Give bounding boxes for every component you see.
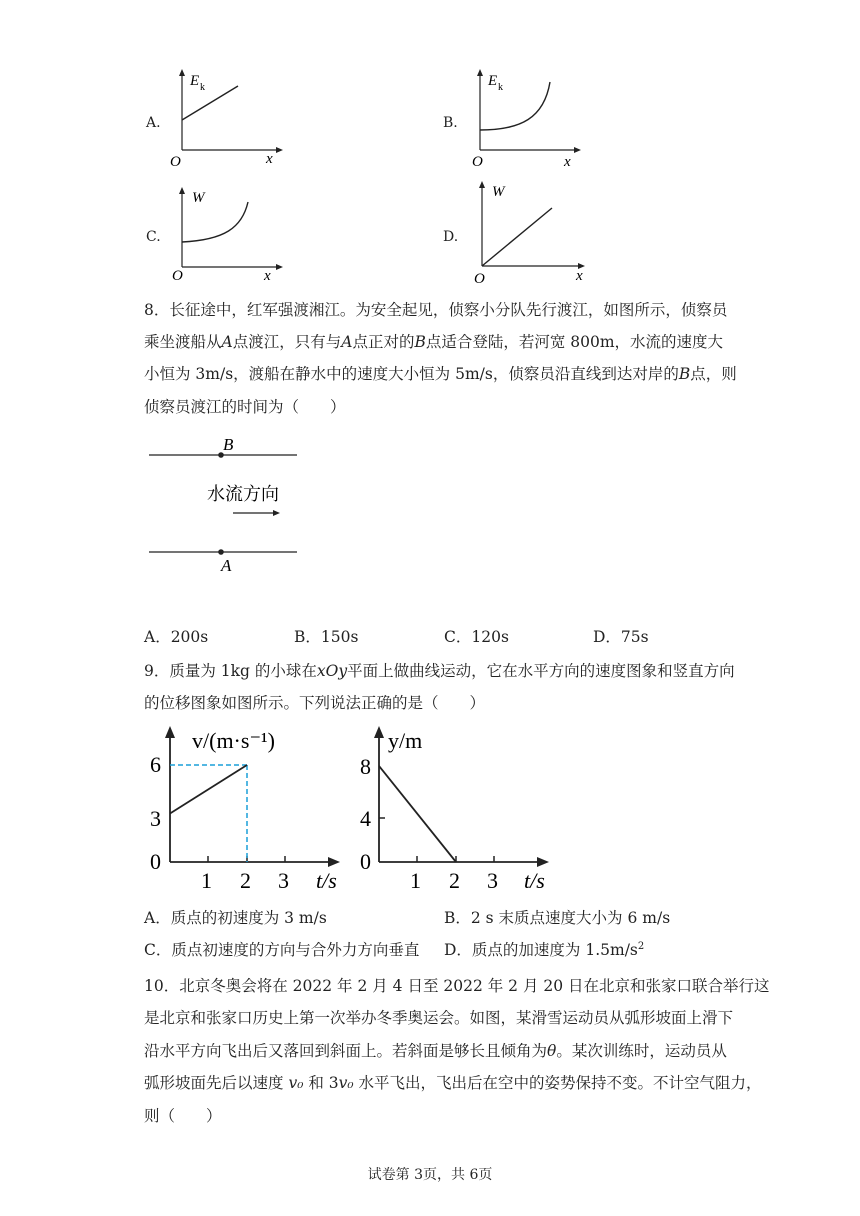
ylabel: W [192, 190, 205, 206]
q10-line2: 是北京和张家口历史上第一次举办冬季奥运会。如图，某滑雪运动员从弧形坡面上滑下 [144, 1009, 734, 1027]
text: 和 3 [303, 1074, 339, 1092]
x-tick-1: 1 [410, 868, 421, 892]
q8-line1: 8．长征途中，红军强渡湘江。为安全起见，侦察小分队先行渡江，如图所示，侦察员 [144, 301, 728, 319]
graph-ek-b [466, 68, 584, 168]
q9-option-b: B．2 s 末质点速度大小为 6 m/s [444, 909, 671, 927]
text: 点渡江，只有与 [232, 333, 342, 351]
displacement-graph [352, 722, 567, 892]
text: 9．质量为 1kg 的小球在 [144, 662, 317, 680]
q10-line1: 10．北京冬奥会将在 2022 年 2 月 4 日至 2022 年 2 月 20 日在北京和张家口联合举行这 [144, 977, 770, 995]
flow-label: 水流方向 [207, 484, 279, 504]
text: 沿水平方向飞出后又落回到斜面上。若斜面是够长且倾角为 [144, 1042, 548, 1060]
q8-line3 [144, 362, 737, 384]
x-tick-2: 2 [449, 868, 460, 892]
q9-option-c: C．质点初速度的方向与合外力方向垂直 [144, 941, 420, 959]
origin-label: O [172, 268, 183, 282]
point-b-label: B [223, 435, 234, 454]
point-a-ref: A [221, 333, 233, 351]
q8-option-d: D．75s [593, 628, 649, 646]
ylabel: E [190, 73, 200, 89]
xlabel: x [266, 151, 273, 167]
q10-line5: 则（ ） [144, 1107, 222, 1125]
xlabel: x [564, 154, 571, 168]
point-a-label: A [221, 556, 232, 575]
y-tick-8: 8 [360, 754, 371, 779]
q9-line2: 的位移图象如图所示。下列说法正确的是（ ） [144, 694, 486, 712]
graph-w-d [466, 176, 590, 284]
text: 点，则 [690, 365, 737, 383]
point-b-ref: B [678, 365, 691, 383]
point-b-ref: B [414, 333, 426, 351]
xlabel: x [576, 268, 583, 284]
text: 弧形坡面先后以速度 [144, 1074, 289, 1092]
x-tick-3: 3 [278, 868, 289, 892]
option-label: C. [146, 229, 161, 245]
q8-option-b: B．150s [294, 628, 359, 646]
origin-label: O [170, 154, 181, 168]
text: 乘坐渡船从 [144, 333, 222, 351]
point-a-ref: A [341, 333, 353, 351]
velocity-graph [140, 722, 355, 892]
text: 点正对的 [352, 333, 415, 351]
q8-line2 [144, 330, 723, 352]
ylabel-sub: k [498, 82, 503, 93]
q8-line4: 侦察员渡江的时间为（ ） [144, 398, 346, 416]
option-label: A. [146, 115, 161, 131]
superscript: 2 [637, 940, 645, 952]
origin-label: O [474, 271, 485, 284]
q9-option-d [444, 938, 644, 960]
text: 点适合登陆，若河宽 800m，水流的速度大 [425, 333, 724, 351]
displacement-series-line [379, 766, 456, 862]
text: 。某次训练时，运动员从 [556, 1042, 727, 1060]
q8-option-a: A．200s [144, 628, 209, 646]
x-tick-1: 1 [201, 868, 212, 892]
ylabel: y/m [388, 728, 423, 753]
page-footer: 试卷第 3页，共 6页 [367, 1167, 493, 1183]
ylabel: E [488, 73, 498, 89]
x-tick-3: 3 [487, 868, 498, 892]
y-tick-3: 3 [150, 806, 161, 831]
ylabel: W [492, 184, 505, 200]
option-label: D. [443, 229, 459, 245]
angle-symbol: θ [547, 1042, 557, 1060]
text: 小恒为 3m/s，渡船在静水中的速度大小恒为 5m/s，侦察员沿直线到达对岸的 [144, 365, 679, 383]
graph-w-c [168, 182, 286, 282]
river-diagram [145, 434, 305, 576]
point-a [218, 549, 224, 555]
text: 平面上做曲线运动，它在水平方向的速度图象和竖直方向 [347, 662, 735, 680]
y-tick-4: 4 [360, 806, 371, 831]
y-tick-0: 0 [360, 849, 371, 874]
graph-ek-a [168, 68, 286, 168]
q8-option-c: C．120s [444, 628, 509, 646]
q9-line1 [144, 659, 735, 681]
velocity-series-line [170, 765, 247, 814]
q10-line4 [144, 1071, 762, 1093]
y-tick-0: 0 [150, 849, 161, 874]
velocity-symbol: v₀ [288, 1074, 304, 1092]
plane-name: xOy [316, 662, 348, 680]
q9-option-a: A．质点的初速度为 3 m/s [144, 909, 327, 927]
option-label: B. [443, 115, 458, 131]
text: D．质点的加速度为 1.5m/s [444, 941, 638, 959]
ylabel: v/(m·s⁻¹) [192, 728, 275, 753]
xlabel: t/s [316, 868, 337, 892]
y-tick-6: 6 [150, 752, 161, 777]
velocity-symbol: v₀ [338, 1074, 354, 1092]
xlabel: t/s [524, 868, 545, 892]
xlabel: x [264, 268, 271, 282]
q10-line3 [144, 1039, 727, 1061]
text: 水平飞出，飞出后在空中的姿势保持不变。不计空气阻力， [353, 1074, 762, 1092]
ylabel-sub: k [200, 82, 205, 93]
x-tick-2: 2 [240, 868, 251, 892]
origin-label: O [472, 154, 483, 168]
